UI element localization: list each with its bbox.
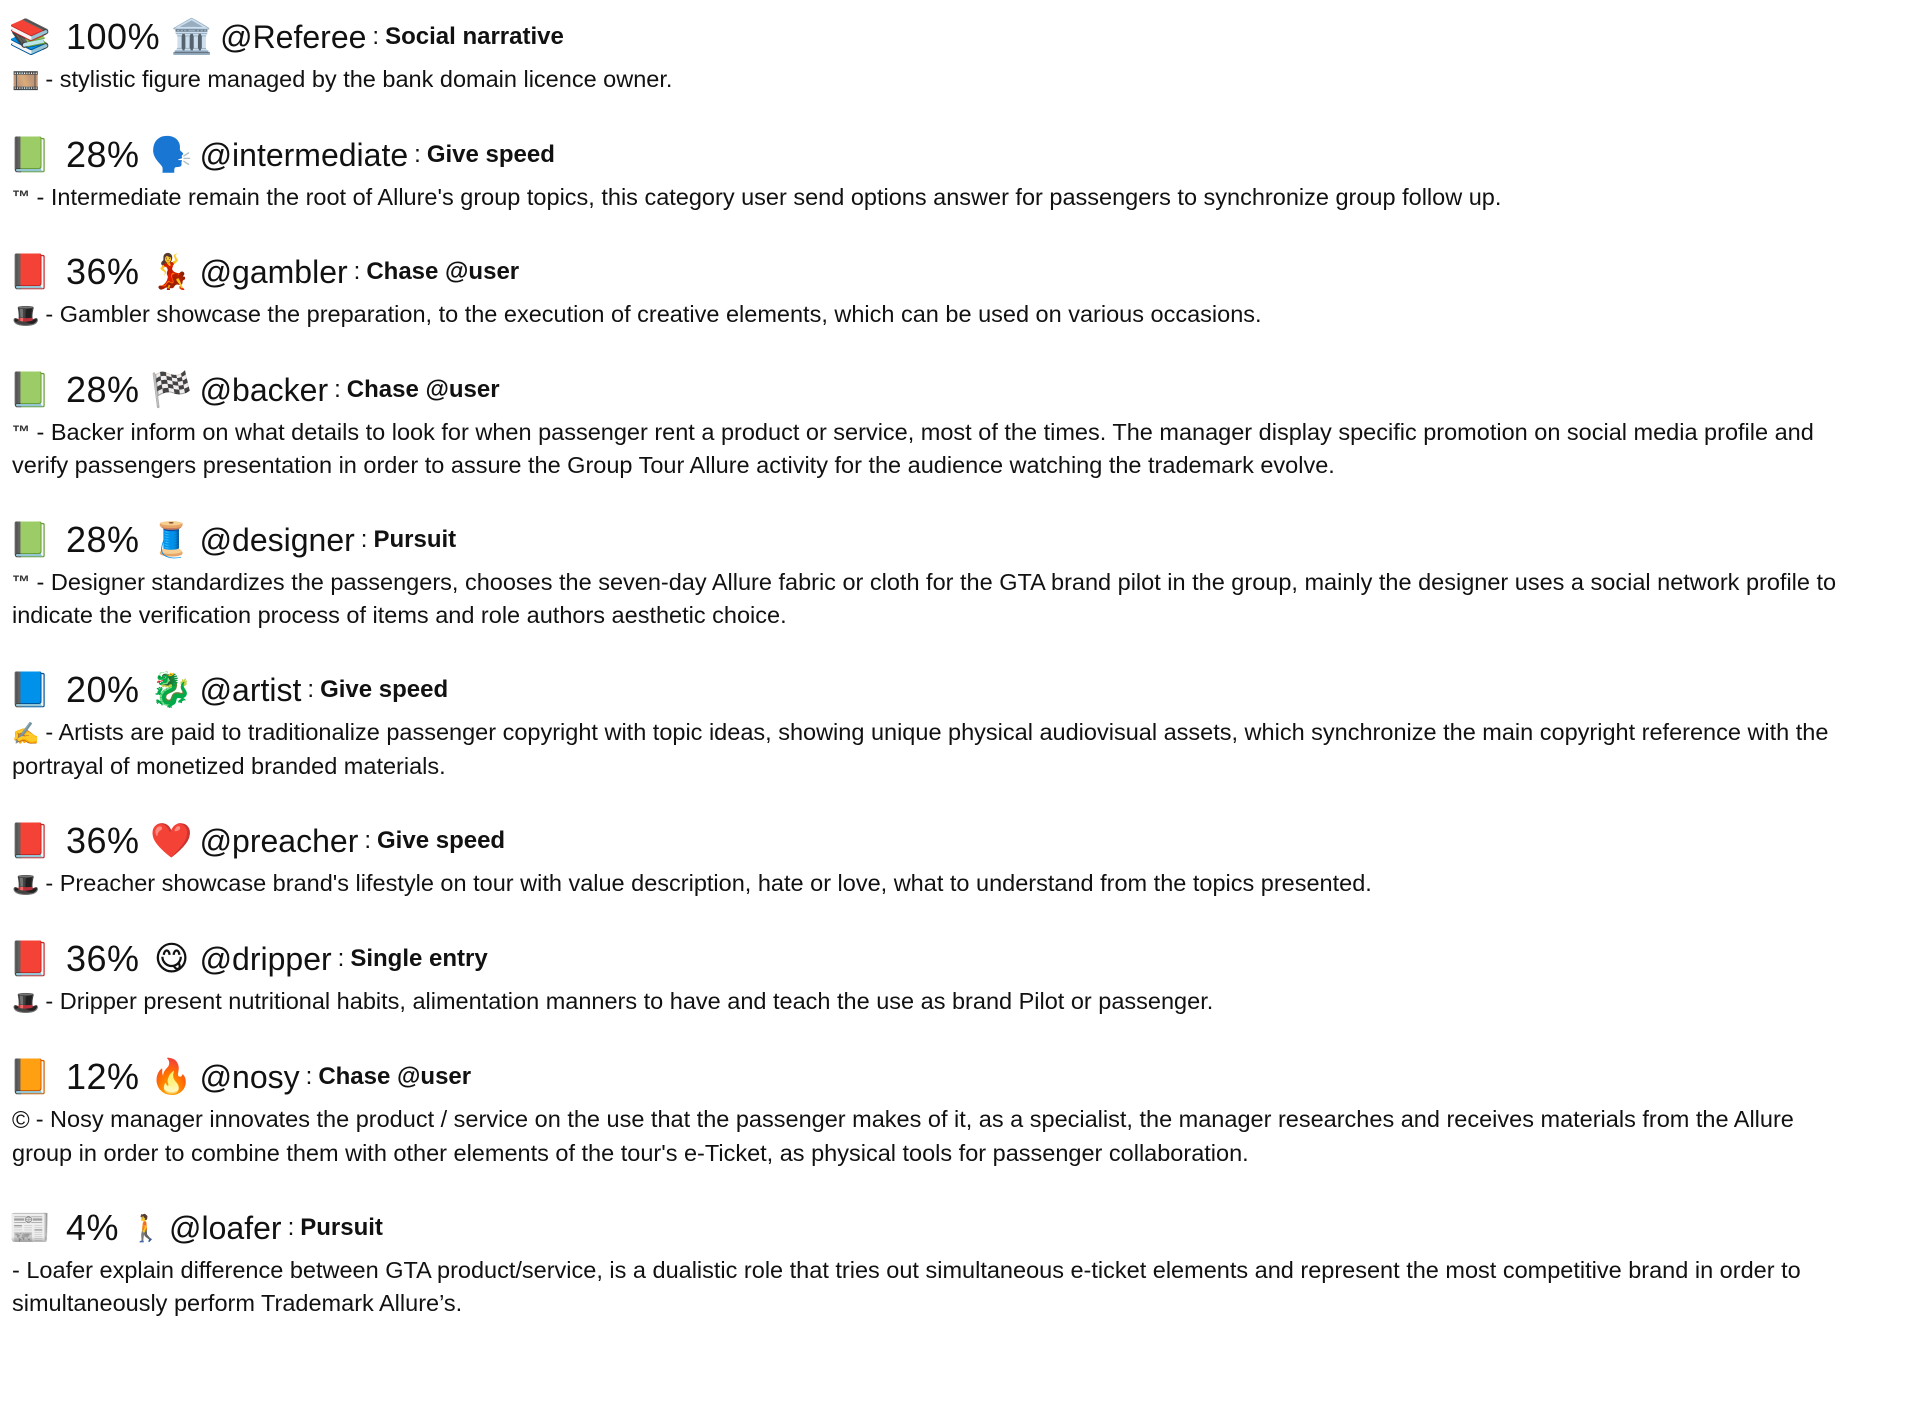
red-book-icon: 📕 [8, 253, 52, 291]
role-action: Pursuit [373, 526, 457, 553]
green-book-icon: 📗 [8, 371, 52, 409]
role-description [12, 1103, 1847, 1170]
role-entry-referee [8, 14, 1896, 97]
role-description-text: - Gambler showcase the preparation, to the execution of creative elements, which can be used on various occasions. [45, 301, 1262, 327]
role-percent: 28% [66, 519, 140, 560]
newspaper-icon: 📰 [8, 1209, 52, 1247]
role-description-text: - Dripper present nutritional habits, alimentation manners to have and teach the use as brand Pilot or passenger. [45, 988, 1214, 1014]
role-action: Pursuit [300, 1214, 383, 1241]
role-percent: 28% [66, 369, 140, 410]
trademark-icon: ™ [12, 187, 31, 207]
role-handle[interactable]: @intermediate [199, 136, 409, 173]
role-description-text: - Artists are paid to traditionalize passenger copyright with topic ideas, showing unique physical audiovisual assets, which synchronize the main copyright reference with the portrayal of monetized branded materials. [12, 719, 1829, 779]
role-separator: : [372, 23, 380, 50]
role-entry-designer [8, 517, 1896, 632]
role-separator: : [334, 376, 341, 403]
red-book-icon: 📕 [8, 940, 52, 978]
role-action: Single entry [350, 945, 488, 972]
books-icon: 📚 [8, 18, 52, 56]
role-separator: : [305, 1063, 313, 1090]
role-description-text: - Designer standardizes the passengers, chooses the seven-day Allure fabric or cloth for the GTA brand pilot in the group, mainly the designer uses a social network profile to indicate the verification process of items and role authors aesthetic choice. [12, 569, 1837, 628]
role-description-text: - Nosy manager innovates the product / service on the use that the passenger makes of it, as a specialist, the manager researches and receives materials from the Allure group in order to combine them with other elements of the tour's e-Ticket, as physical tools for passenger collaboration. [12, 1106, 1794, 1166]
role-description [12, 416, 1847, 482]
role-description-text: - Loafer explain difference between GTA product/service, is a dualistic role that tries out simultaneous e-ticket elements and represent the most competitive brand in order to simultaneously perform Trademark Allure’s. [12, 1257, 1801, 1316]
role-percent: 12% [66, 1056, 140, 1097]
role-percent: 100% [66, 16, 161, 57]
role-handle[interactable]: @dripper [199, 940, 332, 977]
role-entry-dripper [8, 936, 1896, 1019]
role-description [12, 63, 1847, 97]
film-frames-icon: 🎞️ [12, 68, 40, 93]
role-action: Chase @user [346, 376, 500, 403]
role-description-text: - Intermediate remain the root of Allure's group topics, this category user send options answer for passengers to synchronize group follow up. [36, 184, 1502, 210]
role-entry-preacher [8, 818, 1896, 901]
top-hat-icon: 🎩 [12, 872, 40, 897]
role-entry-backer [8, 367, 1896, 482]
trademark-icon: ™ [12, 572, 31, 592]
role-description [12, 181, 1847, 214]
role-percent: 20% [66, 669, 140, 710]
role-entry-loafer [8, 1205, 1896, 1320]
dragon-icon: 🐉 [150, 671, 193, 709]
role-header [8, 818, 1896, 864]
role-handle[interactable]: @gambler [199, 253, 348, 290]
role-header [8, 936, 1896, 982]
blue-book-icon: 📘 [8, 671, 52, 709]
classical-building-icon: 🏛️ [170, 18, 214, 56]
role-entry-artist [8, 667, 1896, 783]
role-description [12, 298, 1847, 332]
role-entry-gambler [8, 249, 1896, 332]
role-description-text: - stylistic figure managed by the bank domain licence owner. [45, 66, 673, 92]
red-heart-icon: ❤️ [150, 822, 193, 860]
role-entry-nosy [8, 1054, 1896, 1170]
role-entry-intermediate [8, 132, 1896, 214]
role-separator: : [353, 258, 361, 285]
role-percent: 36% [66, 251, 140, 292]
role-percent: 4% [66, 1207, 120, 1248]
role-separator: : [287, 1214, 295, 1241]
role-separator: : [337, 945, 345, 972]
role-header [8, 1205, 1896, 1251]
role-action: Give speed [377, 827, 506, 854]
role-description [12, 566, 1847, 632]
copyright-icon: © [12, 1107, 30, 1134]
fire-icon: 🔥 [150, 1058, 193, 1096]
role-handle[interactable]: @backer [199, 371, 329, 408]
role-action: Chase @user [366, 258, 520, 285]
walking-person-icon: 🚶 [129, 1213, 163, 1243]
thread-spool-icon: 🧵 [150, 521, 193, 559]
green-book-icon: 📗 [8, 136, 52, 174]
role-header [8, 1054, 1896, 1100]
green-book-icon: 📗 [8, 521, 52, 559]
role-description [12, 716, 1847, 783]
role-handle[interactable]: @nosy [199, 1058, 300, 1095]
role-percent: 36% [66, 820, 140, 861]
role-header [8, 367, 1896, 413]
savoring-face-icon: 😋 [153, 940, 190, 978]
role-description [12, 1254, 1847, 1320]
role-handle[interactable]: @artist [199, 671, 302, 708]
role-description-text: - Backer inform on what details to look for when passenger rent a product or service, most of the times. The manager display specific promotion on social media profile and verify passengers presentation in order to assure the Group Tour Allure activity for the audience watching the trademark evolve. [12, 419, 1814, 478]
role-header [8, 517, 1896, 563]
top-hat-icon: 🎩 [12, 303, 40, 328]
dancer-icon: 💃 [150, 253, 193, 291]
role-percent: 36% [66, 938, 140, 979]
role-handle[interactable]: @loafer [169, 1209, 282, 1246]
trademark-icon: ™ [12, 422, 31, 442]
role-percent: 28% [66, 134, 140, 175]
role-separator: : [360, 526, 368, 553]
role-header [8, 14, 1896, 60]
role-handle[interactable]: @Referee [220, 18, 367, 55]
red-book-icon: 📕 [8, 822, 52, 860]
role-handle[interactable]: @designer [199, 521, 355, 558]
top-hat-icon: 🎩 [12, 990, 40, 1015]
role-header [8, 132, 1896, 178]
writing-hand-icon: ✍️ [12, 721, 40, 746]
speaking-head-icon: 🗣️ [150, 136, 193, 174]
role-handle[interactable]: @preacher [199, 822, 359, 859]
role-description-text: - Preacher showcase brand's lifestyle on tour with value description, hate or love, what to understand from the topics presented. [45, 870, 1372, 896]
role-action: Give speed [320, 676, 449, 703]
role-separator: : [414, 141, 421, 168]
orange-book-icon: 📙 [8, 1058, 52, 1096]
role-separator: : [364, 827, 372, 854]
role-description [12, 985, 1847, 1019]
role-header [8, 249, 1896, 295]
role-action: Social narrative [385, 23, 564, 50]
role-header [8, 667, 1896, 713]
role-description [12, 867, 1847, 901]
role-action: Chase @user [318, 1063, 472, 1090]
role-action: Give speed [426, 141, 555, 168]
checkered-flag-icon: 🏁 [150, 371, 193, 409]
role-separator: : [307, 676, 315, 703]
